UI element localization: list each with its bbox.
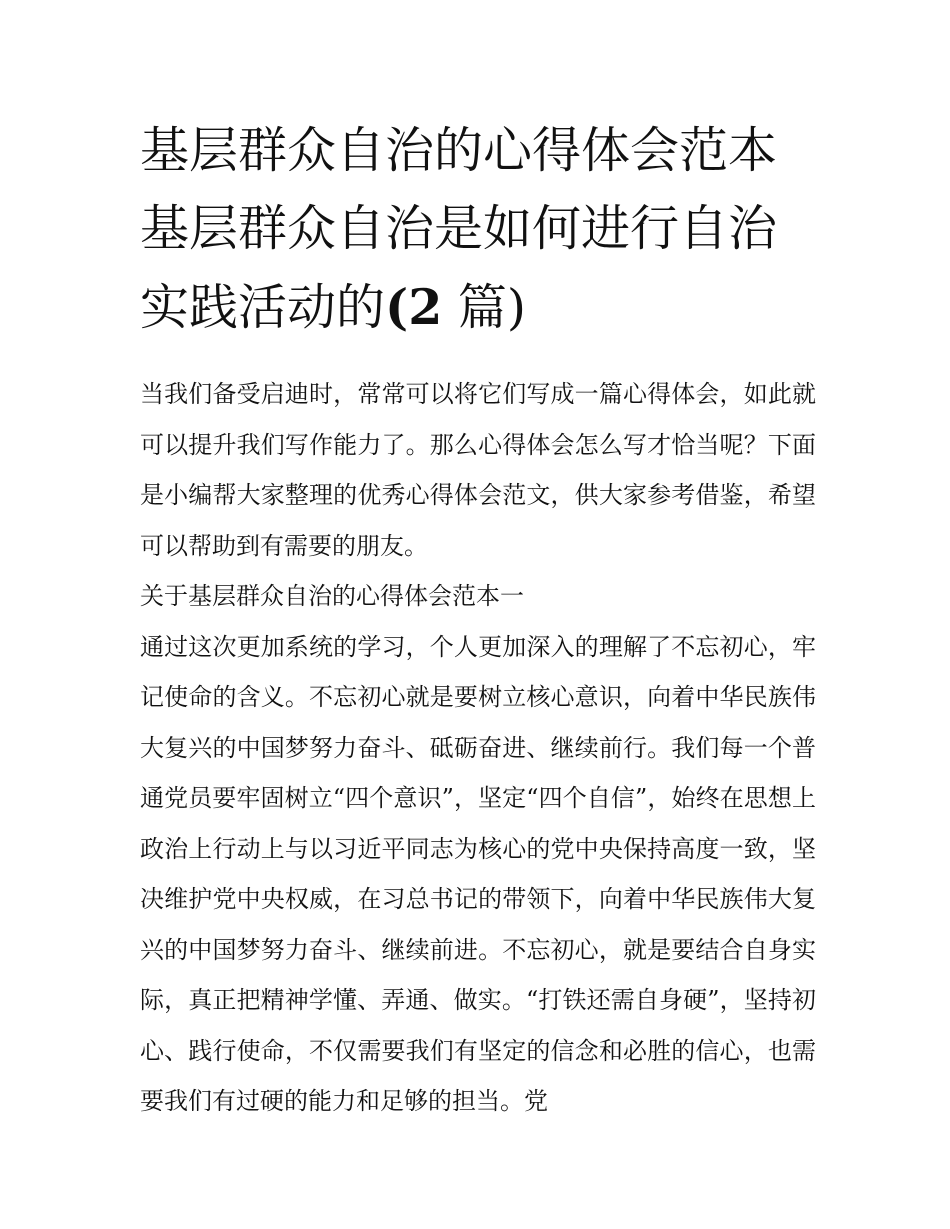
body-paragraph: 通过这次更加系统的学习，个人更加深入的理解了不忘初心，牢记使命的含义。不忘初心就是要树立核心意识，向着中华民族伟大复兴的中国梦努力奋斗、砥砺奋进、继续前行。我们每一个普通党员要牢固树立“四个意识”，坚定“四个自信”，始终在思想上政治上行动上与以习近平同志为核心的党中央保持高度一致，坚决维护党中央权威，在习总书记的带领下，向着中华民族伟大复兴的中国梦努力奋斗、继续前进。不忘初心，就是要结合自身实际，真正把精神学懂、弄通、做实。“打铁还需自身硬”，坚持初心、践行使命，不仅需要我们有坚定的信念和必胜的信心，也需要我们有过硬的能力和足够的担当。党 xyxy=(140,632,816,1115)
document-title xyxy=(140,112,816,347)
section-heading: 关于基层群众自治的心得体会范本一 xyxy=(140,582,524,610)
intro-paragraph: 当我们备受启迪时，常常可以将它们写成一篇心得体会，如此就可以提升我们写作能力了。那么心得体会怎么写才恰当呢？下面是小编帮大家整理的优秀心得体会范文，供大家参考借鉴，希望可以帮助到有需要的朋友。 xyxy=(140,380,816,560)
title-suffix: 篇) xyxy=(457,279,526,336)
document-page xyxy=(140,112,816,1127)
title-text: 基层群众自治的心得体会范本基层群众自治是如何进行自治实践活动的 xyxy=(140,122,778,336)
title-count: (2 xyxy=(385,278,443,336)
